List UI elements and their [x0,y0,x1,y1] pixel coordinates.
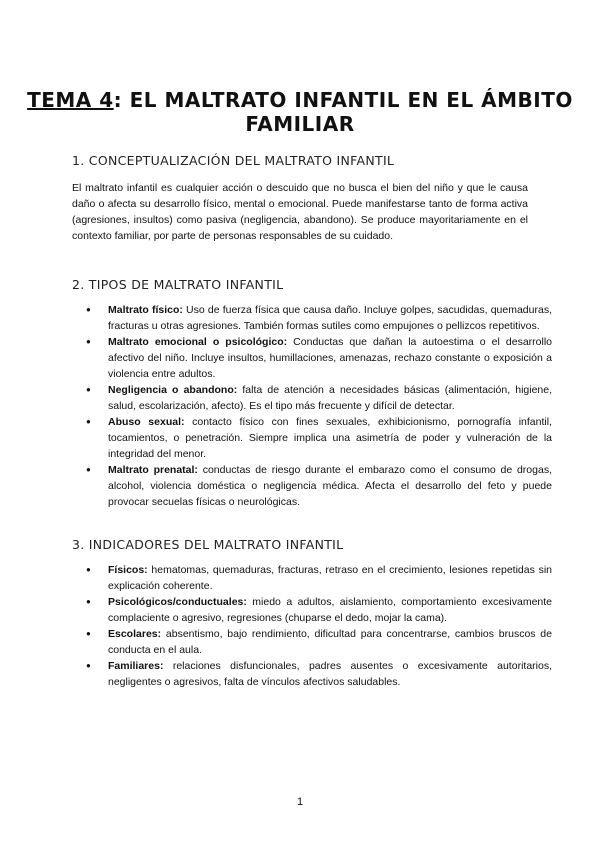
list-item [108,626,552,658]
list-item-text: absentismo, bajo rendimiento, dificultad para concentrarse, cambios bruscos de conducta en el aula. [108,628,552,656]
list-item [108,594,552,626]
list-item-term: Escolares: [108,628,162,640]
page-title [0,88,600,136]
list-item [108,562,552,594]
list-item-text: conductas de riesgo durante el embarazo como el consumo de drogas, alcohol, violencia doméstica o negligencia médica. Afecta el desarrollo del feto y puede provocar secuelas físicas o neurológicas. [108,464,552,508]
list-item [108,462,552,510]
list-item-text: miedo a adultos, aislamiento, comportamiento excesivamente complaciente o agresivo, regresiones (chuparse el dedo, mojar la cama). [108,596,552,624]
section3-heading: 3. INDICADORES DEL MALTRATO INFANTIL [72,537,344,552]
list-item-text: Conductas que dañan la autoestima o el desarrollo afectivo del niño. Incluye insultos, humillaciones, amenazas, rechazo constante o exposición a violencia entre adultos. [108,336,553,380]
list-item [108,414,552,462]
list-item-text: contacto físico con fines sexuales, exhibicionismo, pornografía infantil, tocamientos, o penetración. Siempre implica una asimetría de poder y vulneración de la integridad del menor. [108,416,552,460]
list-item [108,382,552,414]
list-item-term: Físicos: [108,564,148,576]
page-number: 1 [296,796,304,808]
types-list [84,302,552,510]
section1-heading: 1. CONCEPTUALIZACIÓN DEL MALTRATO INFANTIL [72,153,395,168]
list-item-term: Maltrato físico: [108,304,183,316]
section1-paragraph: El maltrato infantil es cualquier acción o descuido que no busca el bien del niño y que le causa daño o afecta su desarrollo físico, mental o emocional. Puede manifestarse tanto de forma activa (agresiones, insultos) como pasiva (negligencia, abandono). Se produce mayoritariamente en el contexto familiar, por parte de personas responsables de su cuidado. [72,182,528,242]
title-text: : EL MALTRATO INFANTIL EN EL ÁMBITO FAMILIAR [113,88,573,136]
list-item [108,334,552,382]
indicators-list [84,562,552,690]
section2-heading: 2. TIPOS DE MALTRATO INFANTIL [72,277,284,292]
list-item [108,658,552,690]
list-item-text: Uso de fuerza física que causa daño. Incluye golpes, sacudidas, quemaduras, fracturas u otras agresiones. También formas sutiles como empujones o pellizcos repetitivos. [108,304,552,332]
list-item-term: Familiares: [108,660,164,672]
list-item-text: falta de atención a necesidades básicas (alimentación, higiene, salud, escolarización, afecto). Es el tipo más frecuente y difícil de detectar. [108,384,553,412]
list-item-term: Maltrato emocional o psicológico: [108,336,288,348]
list-item [108,302,552,334]
list-item-term: Maltrato prenatal: [108,464,198,476]
list-item-term: Psicológicos/conductuales: [108,596,247,608]
list-item-text: hematomas, quemaduras, fracturas, retraso en el crecimiento, lesiones repetidas sin explicación coherente. [108,564,552,592]
list-item-term: Abuso sexual: [108,416,185,428]
list-item-text: relaciones disfuncionales, padres ausentes o excesivamente autoritarios, negligentes o agresivos, falta de vínculos afectivos saludables. [108,660,552,688]
list-item-term: Negligencia o abandono: [108,384,238,396]
title-topic: TEMA 4 [27,88,114,112]
